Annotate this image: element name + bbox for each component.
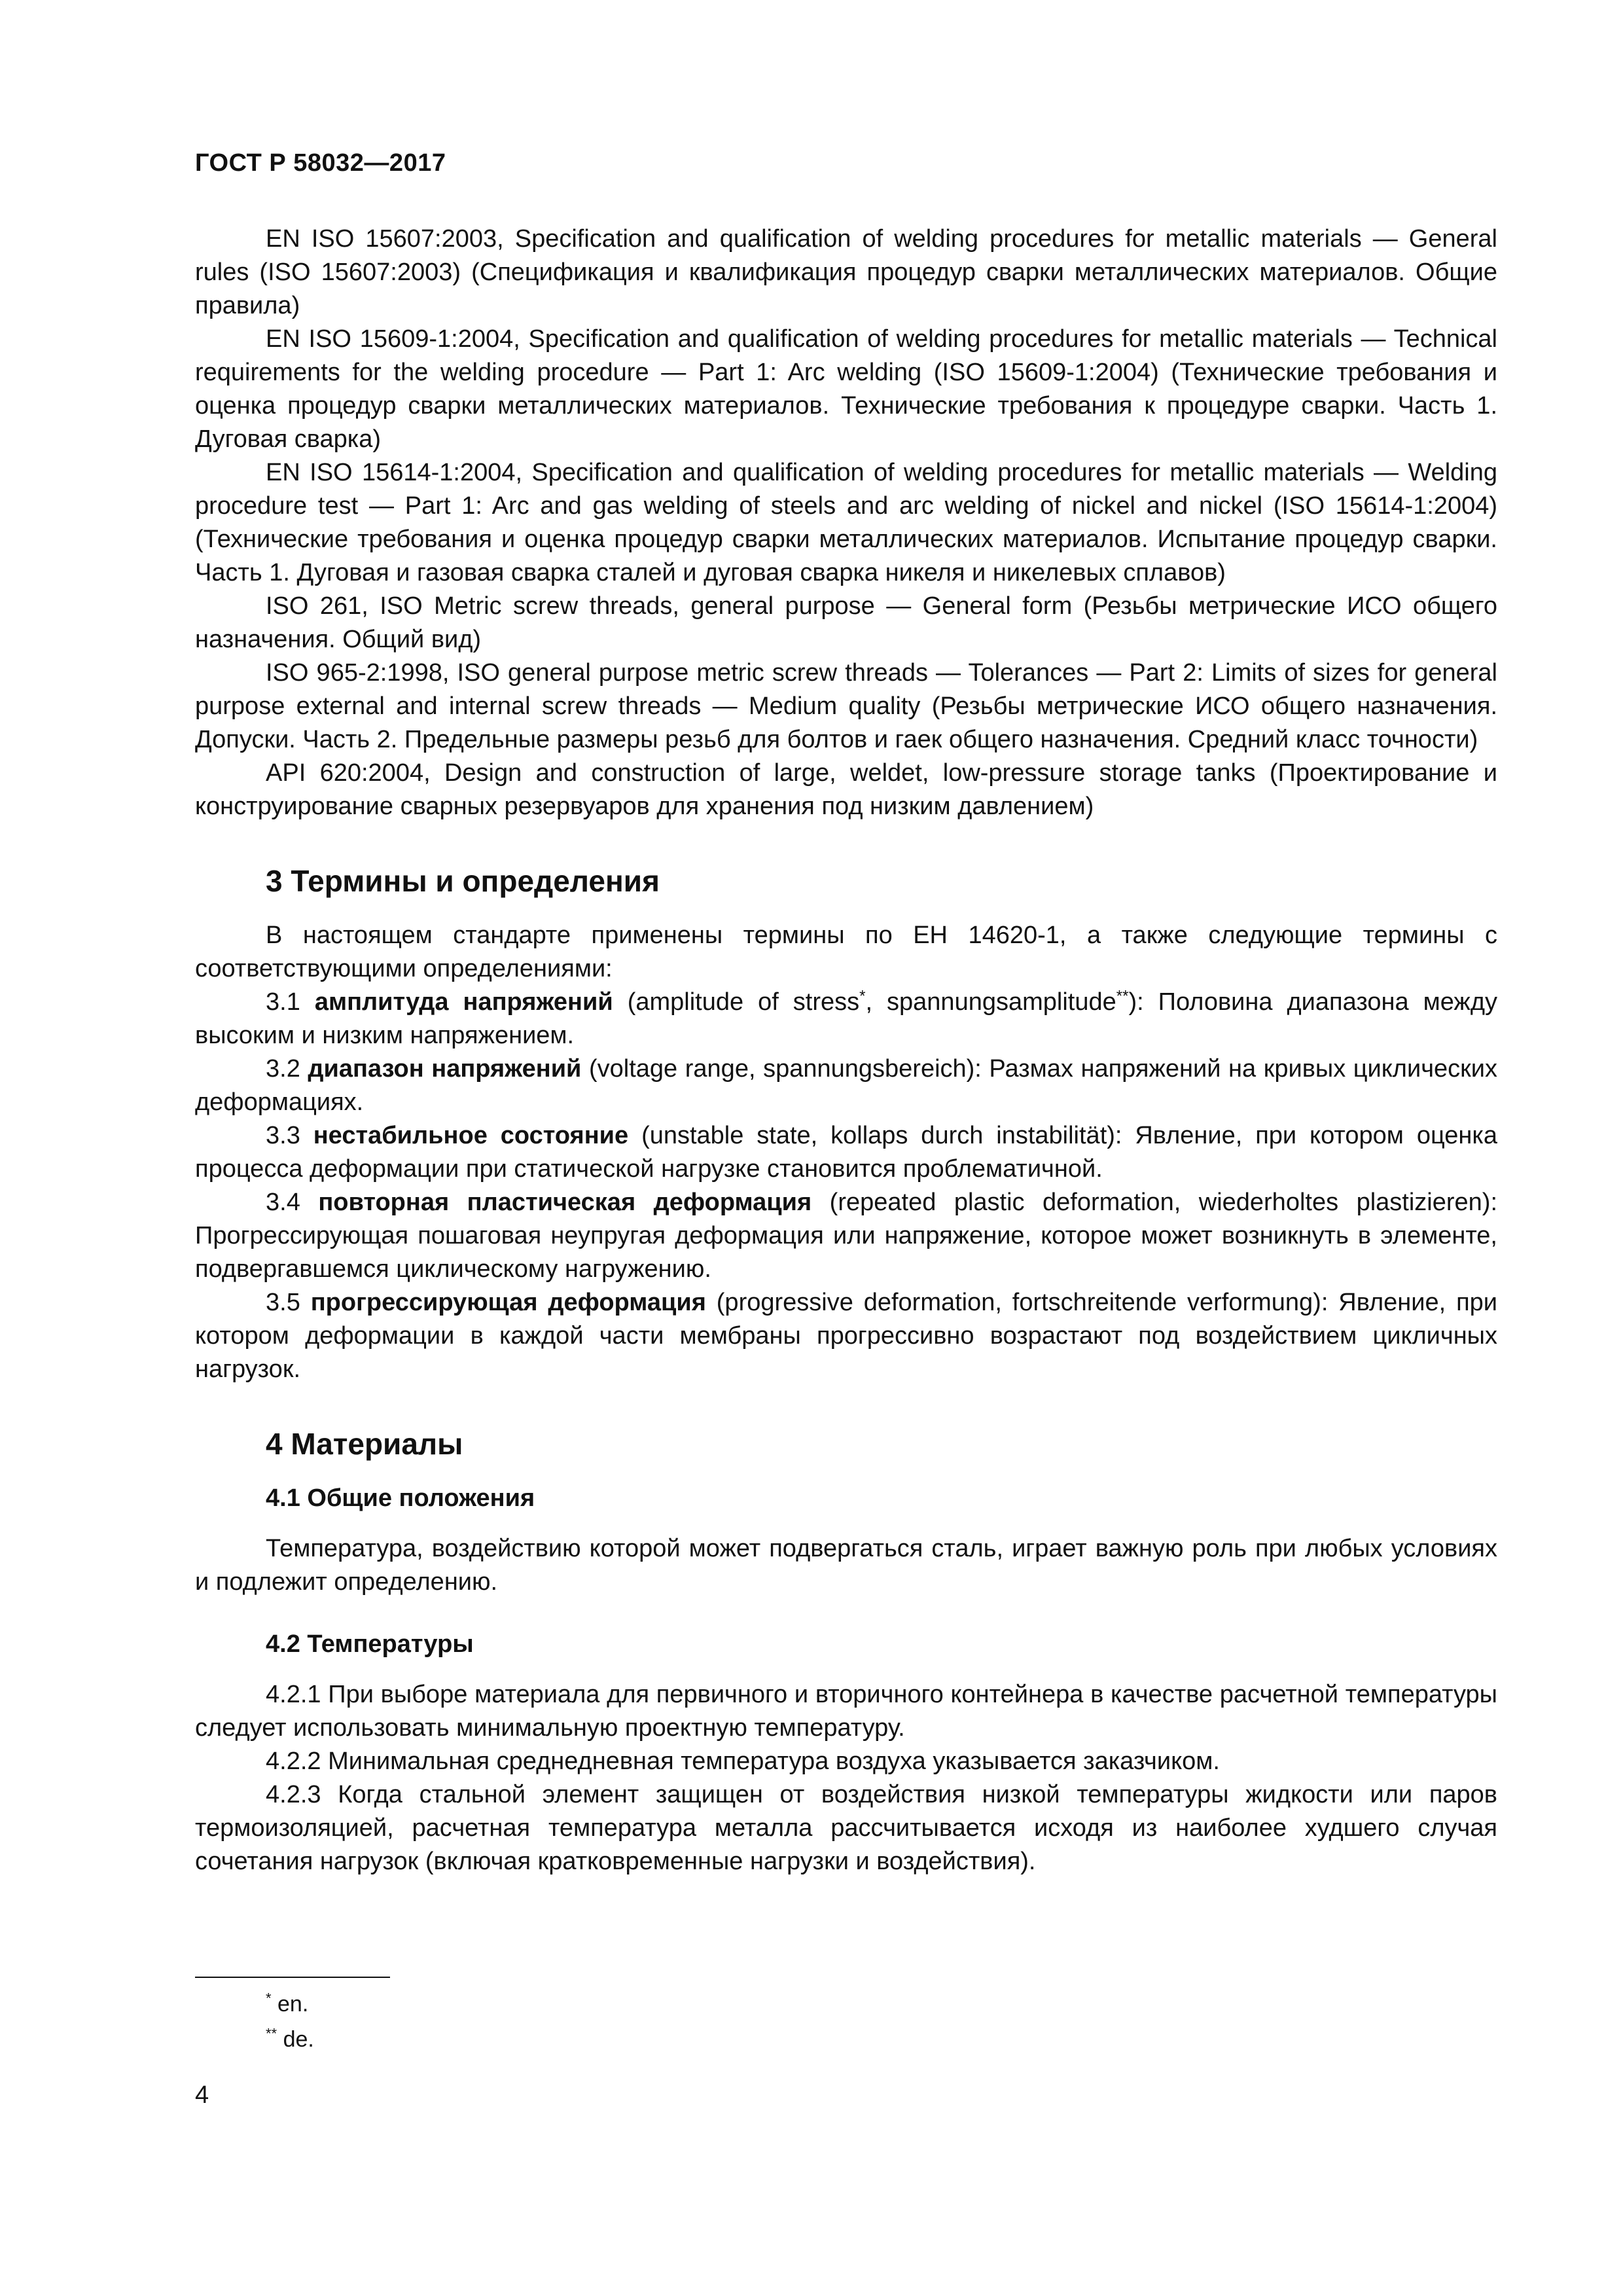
footnote-text: de.: [283, 2027, 314, 2052]
footnote-ref: *: [859, 987, 866, 1005]
term-text: (progressive deformation, fortschreitende verformung): Явление, при котором деформации в каждой части мембраны прогрессивно возрастают под воздействием цикличных нагрузок.: [195, 1289, 1498, 1383]
term-3-1: [195, 986, 1497, 1052]
term-3-3: [195, 1119, 1497, 1186]
term-text: (unstable state, kollaps durch instabilität): Явление, при котором оценка процесса деформации при статической нагрузке становится проблематичной.: [195, 1122, 1498, 1183]
term-text: (repeated plastic deformation, wiederholtes plastizieren): Прогрессирующая пошаговая неупругая деформация или напряжение, которое может возникнуть в элементе, подвергавшемся циклическому нагружению.: [195, 1189, 1497, 1283]
reference-item: API 620:2004, Design and construction of large, weldet, low-pressure storage tanks (Проектирование и конструирование сварных резервуаров для хранения под низким давлением): [195, 759, 1497, 820]
term-number: 3.1: [266, 988, 300, 1016]
footnotes: [266, 1986, 314, 2057]
term-name: прогрессирующая деформация: [310, 1289, 706, 1316]
term-number: 3.4: [266, 1189, 300, 1216]
section-3-heading: 3 Термины и определения: [266, 864, 660, 898]
reference-item: ISO 965-2:1998, ISO general purpose metric screw threads — Tolerances — Part 2: Limits of sizes for general purpose external and internal screw threads — Medium quality (Резьбы метрические ИСО общего назначения. Допуски. Часть 2. Предельные размеры резьб для болтов и гаек общего назначения. Средний класс точности): [195, 659, 1497, 753]
reference-item: EN ISO 15609-1:2004, Specification and qualification of welding procedures for metallic materials — Technical requirements for the welding procedure — Part 1: Arc welding (ISO 15609-1:2004) (Технические требования и оценка процедур сварки металлических материалов. Технические требования к процедуре сварки. Часть 1. Дуговая сварка): [195, 325, 1497, 453]
clause-4-2-1: 4.2.1 При выборе материала для первичного и вторичного контейнера в качестве расчетной температуры следует использовать минимальную проектную температуру.: [195, 1681, 1497, 1742]
clause-4-2-3: 4.2.3 Когда стальной элемент защищен от воздействия низкой температуры жидкости или паров термоизоляцией, расчетная температура металла рассчитывается исходя из наиболее худшего случая сочетания нагрузок (включая кратковременные нагрузки и воздействия).: [195, 1781, 1497, 1875]
term-text: (voltage range, spannungsbereich): Размах напряжений на кривых циклических деформациях.: [195, 1055, 1497, 1116]
footnote-separator: [195, 1977, 390, 1978]
section-3-intro: В настоящем стандарте применены термины по ЕН 14620-1, а также следующие термины с соответствующими определениями:: [195, 922, 1497, 982]
page-number: 4: [195, 2081, 209, 2109]
clause-4-2-2: 4.2.2 Минимальная среднедневная температура воздуха указывается заказчиком.: [266, 1748, 1220, 1775]
term-text: ): Половина диапазона между высоким и низким напряжением.: [195, 988, 1497, 1049]
footnote-mark: *: [266, 1990, 272, 2007]
footnote-text: en.: [277, 1992, 309, 2017]
term-number: 3.2: [266, 1055, 300, 1083]
reference-item: EN ISO 15607:2003, Specification and qualification of welding procedures for metallic materials — General rules (ISO 15607:2003) (Спецификация и квалификация процедур сварки металлических материалов. Общие правила): [195, 225, 1497, 319]
term-3-5: [195, 1286, 1497, 1386]
subsection-4-1-text: Температура, воздействию которой может подвергаться сталь, играет важную роль при любых условиях и подлежит определению.: [195, 1535, 1497, 1596]
subsection-4-2-heading: 4.2 Температуры: [266, 1630, 474, 1658]
document-page: [195, 0, 1497, 2296]
term-3-4: [195, 1186, 1497, 1286]
footnote-mark: **: [266, 2025, 277, 2042]
term-3-2: [195, 1052, 1497, 1119]
term-name: нестабильное состояние: [313, 1122, 629, 1149]
term-name: повторная пластическая деформация: [318, 1189, 812, 1216]
document-body: [195, 223, 1497, 1878]
subsection-4-1-heading: 4.1 Общие положения: [266, 1484, 535, 1512]
term-number: 3.3: [266, 1122, 300, 1149]
footnote-item: [266, 1986, 314, 2022]
footnote-ref: **: [1116, 987, 1129, 1005]
reference-item: EN ISO 15614-1:2004, Specification and qualification of welding procedures for metallic materials — Welding procedure test — Part 1: Arc and gas welding of steels and arc welding of nickel and nickel (ISO 15614-1:2004) (Технические требования и оценка процедур сварки металлических материалов. Испытание процедур сварки. Часть 1. Дуговая и газовая сварка сталей и дуговая сварка никеля и никелевых сплавов): [195, 459, 1497, 586]
term-text: (amplitude of stress: [627, 988, 860, 1016]
standard-header: ГОСТ Р 58032—2017: [195, 149, 446, 177]
term-number: 3.5: [266, 1289, 300, 1316]
term-name: диапазон напряжений: [308, 1055, 582, 1083]
term-name: амплитуда напряжений: [314, 988, 613, 1016]
term-text: , spannungsamplitude: [865, 988, 1116, 1016]
section-4-heading: 4 Материалы: [266, 1427, 463, 1461]
reference-item: ISO 261, ISO Metric screw threads, general purpose — General form (Резьбы метрические ИСО общего назначения. Общий вид): [195, 592, 1497, 653]
footnote-item: [266, 2022, 314, 2057]
